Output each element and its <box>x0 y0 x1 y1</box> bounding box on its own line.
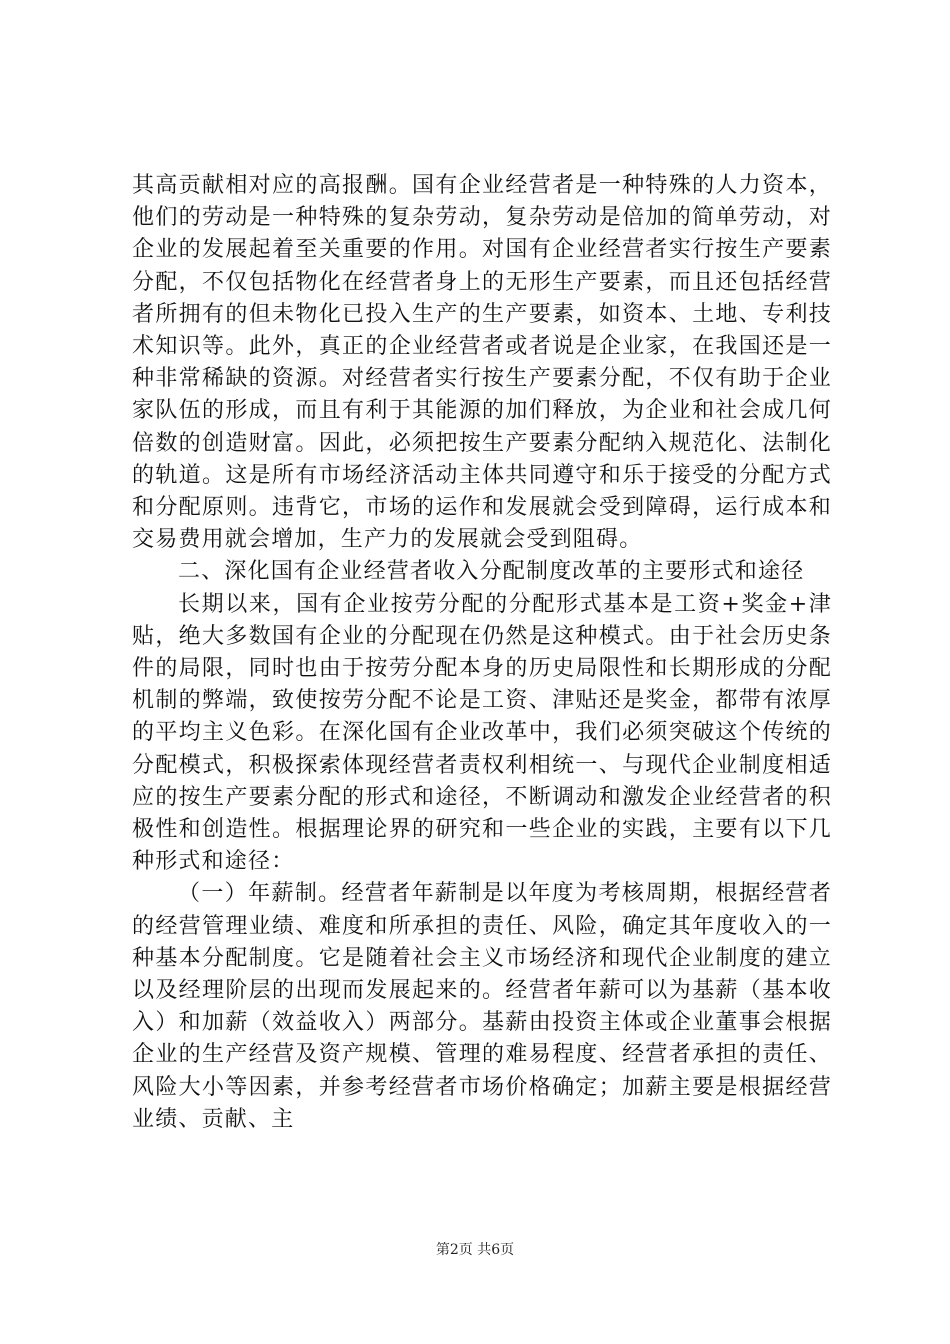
paragraph-distribution-forms: 长期以来，国有企业按劳分配的分配形式基本是工资+奖金+津贴，绝大多数国有企业的分配现在仍然是这种模式。由于社会历史条件的局限，同时也由于按劳分配本身的历史局限性和长期形成的分配机制的弊端，致使按劳分配不论是工资、津贴还是奖金，都带有浓厚的平均主义色彩。在深化国有企业改革中，我们必须突破这个传统的分配模式，积极探索体现经营者责权利相统一、与现代企业制度相适应的按生产要素分配的形式和途径，不断调动和激发企业经营者的积极性和创造性。根据理论界的研究和一些企业的实践，主要有以下几种形式和途径： <box>132 591 832 875</box>
page-number-footer: 第2页 共6页 <box>435 1242 515 1258</box>
section-heading: 二、深化国有企业经营者收入分配制度改革的主要形式和途径 <box>178 559 805 585</box>
document-body <box>132 170 832 1136</box>
paragraph-continued: 其高贡献相对应的高报酬。国有企业经营者是一种特殊的人力资本，他们的劳动是一种特殊的复杂劳动，复杂劳动是倍加的简单劳动，对企业的发展起着至关重要的作用。对国有企业经营者实行按生产要素分配，不仅包括物化在经营者身上的无形生产要素，而且还包括经营者所拥有的但未物化已投入生产的生产要素，如资本、土地、专利技术知识等。此外，真正的企业经营者或者说是企业家，在我国还是一种非常稀缺的资源。对经营者实行按生产要素分配，不仅有助于企业家队伍的形成，而且有利于其能源的加们释放，为企业和社会成几何倍数的创造财富。因此，必须把按生产要素分配纳入规范化、法制化的轨道。这是所有市场经济活动主体共同遵守和乐于接受的分配方式和分配原则。违背它，市场的运作和发展就会受到障碍，运行成本和交易费用就会增加，生产力的发展就会受到阻碍。 <box>132 173 832 553</box>
paragraph-annual-salary: （一）年薪制。经营者年薪制是以年度为考核周期，根据经营者的经营管理业绩、难度和所承担的责任、风险，确定其年度收入的一种基本分配制度。它是随着社会主义市场经济和现代企业制度的建立以及经理阶层的出现而发展起来的。经营者年薪可以为基薪（基本收入）和加薪（效益收入）两部分。基薪由投资主体或企业董事会根据企业的生产经营及资产规模、管理的难易程度、经营者承担的责任、风险大小等因素，并参考经营者市场价格确定；加薪主要是根据经营业绩、贡献、主 <box>132 881 832 1132</box>
